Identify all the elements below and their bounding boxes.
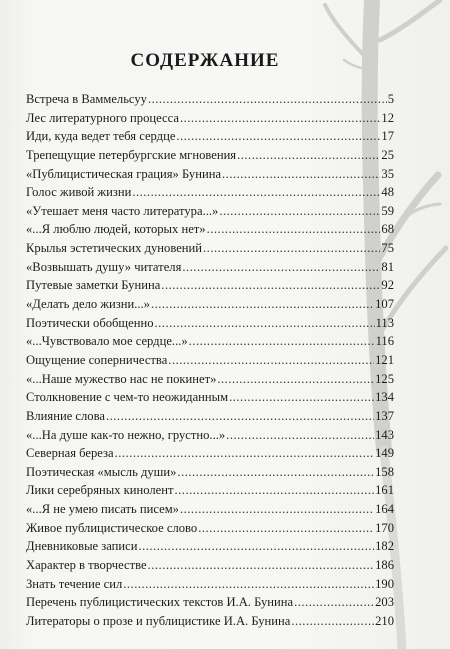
toc-entry-title: Литераторы о прозе и публицистике И.А. Бунина xyxy=(26,613,291,628)
toc-entry-page-number: 137 xyxy=(375,408,394,423)
dot-leader xyxy=(291,612,374,631)
toc-entry-page-number: 68 xyxy=(381,222,394,237)
toc-entry-title: Характер в творчестве xyxy=(26,558,147,573)
toc-entry-title: «Публицистическая грация» Бунина xyxy=(26,166,222,181)
toc-entry xyxy=(26,444,394,463)
toc-entry xyxy=(26,332,394,351)
toc-entry-page-number: 170 xyxy=(375,520,394,535)
toc-entry-page-number: 182 xyxy=(375,539,394,554)
toc-entry-page-number: 158 xyxy=(375,464,394,479)
toc-entry-page-number: 116 xyxy=(375,334,394,349)
toc-entry xyxy=(26,239,394,258)
toc-entry-title: «Возвышать душу» читателя xyxy=(26,259,182,274)
toc-entry xyxy=(26,276,394,295)
dot-leader xyxy=(219,202,380,221)
toc-entry-title: Путевые заметки Бунина xyxy=(26,278,161,293)
dot-leader xyxy=(106,407,374,426)
dot-leader xyxy=(189,332,375,351)
dot-leader xyxy=(148,90,387,109)
toc-entry xyxy=(26,407,394,426)
dot-leader xyxy=(237,146,380,165)
toc-entry-page-number: 113 xyxy=(375,315,394,330)
dot-leader xyxy=(177,463,374,482)
toc-entry-page-number: 164 xyxy=(375,502,394,517)
toc-entry-title: Голос живой жизни xyxy=(26,185,132,200)
toc-entry-page-number: 17 xyxy=(381,129,394,144)
dot-leader xyxy=(207,220,381,239)
toc-entry-page-number: 210 xyxy=(375,613,394,628)
toc-entry-title: «Утешает меня часто литература...» xyxy=(26,203,219,218)
dot-leader xyxy=(161,276,380,295)
toc-entry-title: «Делать дело жизни...» xyxy=(26,297,150,312)
toc-entry xyxy=(26,463,394,482)
table-of-contents xyxy=(26,90,394,631)
toc-entry-page-number: 59 xyxy=(381,203,394,218)
toc-entry xyxy=(26,537,394,556)
dot-leader xyxy=(226,426,374,445)
dot-leader xyxy=(115,444,375,463)
toc-entry xyxy=(26,295,394,314)
toc-entry-title: Живое публицистическое слово xyxy=(26,520,198,535)
toc-entry-title: Поэтически обобщенно xyxy=(26,315,154,330)
toc-entry-page-number: 92 xyxy=(381,278,394,293)
toc-entry-title: Перечень публицистических текстов И.А. Бунина xyxy=(26,595,294,610)
toc-entry xyxy=(26,370,394,389)
toc-entry xyxy=(26,146,394,165)
toc-entry xyxy=(26,90,394,109)
toc-entry-title: Лес литературного процесса xyxy=(26,110,179,125)
dot-leader xyxy=(176,127,380,146)
dot-leader xyxy=(148,556,375,575)
dot-leader xyxy=(123,575,374,594)
toc-entry xyxy=(26,351,394,370)
toc-entry xyxy=(26,183,394,202)
dot-leader xyxy=(155,314,375,333)
toc-entry-title: «...На душе как-то нежно, грустно...» xyxy=(26,427,226,442)
dot-leader xyxy=(294,593,374,612)
toc-entry xyxy=(26,109,394,128)
toc-entry xyxy=(26,575,394,594)
toc-entry xyxy=(26,202,394,221)
toc-entry-page-number: 48 xyxy=(381,185,394,200)
toc-entry xyxy=(26,314,394,333)
toc-entry-title: «...Я не умею писать писем» xyxy=(26,502,179,517)
toc-entry-title: Столкновение с чем-то неожиданным xyxy=(26,390,229,405)
dot-leader xyxy=(229,388,374,407)
toc-entry-page-number: 143 xyxy=(375,427,394,442)
toc-entry-page-number: 35 xyxy=(381,166,394,181)
toc-entry-page-number: 81 xyxy=(381,259,394,274)
page-title: СОДЕРЖАНИЕ xyxy=(130,50,280,71)
toc-entry-title: Иди, куда ведет тебя сердце xyxy=(26,129,176,144)
toc-entry-title: Северная береза xyxy=(26,446,114,461)
toc-entry-page-number: 107 xyxy=(375,297,394,312)
toc-entry-page-number: 121 xyxy=(375,352,394,367)
toc-entry xyxy=(26,481,394,500)
toc-entry-page-number: 75 xyxy=(381,241,394,256)
toc-entry-page-number: 186 xyxy=(375,558,394,573)
dot-leader xyxy=(151,295,374,314)
toc-entry-title: Крылья эстетических дуновений xyxy=(26,241,203,256)
dot-leader xyxy=(198,519,374,538)
toc-entry-page-number: 125 xyxy=(375,371,394,386)
toc-entry xyxy=(26,593,394,612)
toc-entry xyxy=(26,426,394,445)
dot-leader xyxy=(222,165,380,184)
dot-leader xyxy=(168,351,374,370)
toc-entry xyxy=(26,556,394,575)
dot-leader xyxy=(180,500,374,519)
toc-entry-title: Трепещущие петербургские мгновения xyxy=(26,147,237,162)
dot-leader xyxy=(182,258,380,277)
dot-leader xyxy=(132,183,380,202)
toc-entry-page-number: 12 xyxy=(381,110,394,125)
toc-entry-title: Лики серебряных кинолент xyxy=(26,483,174,498)
toc-entry xyxy=(26,220,394,239)
toc-entry-title: Ощущение соперничества xyxy=(26,352,168,367)
toc-entry-title: Знать течение сил xyxy=(26,576,123,591)
toc-entry xyxy=(26,127,394,146)
toc-entry-page-number: 149 xyxy=(375,446,394,461)
toc-entry xyxy=(26,500,394,519)
toc-entry-page-number: 25 xyxy=(381,147,394,162)
toc-entry xyxy=(26,165,394,184)
dot-leader xyxy=(175,481,375,500)
toc-entry-title: Влияние слова xyxy=(26,408,105,423)
toc-entry-page-number: 190 xyxy=(375,576,394,591)
toc-entry-title: Встреча в Ваммельсуу xyxy=(26,92,147,106)
dot-leader xyxy=(217,370,374,389)
toc-entry-title: «...Чувствовало мое сердце...» xyxy=(26,334,188,349)
toc-entry-title: «...Я люблю людей, которых нет» xyxy=(26,222,206,237)
toc-entry-title: «...Наше мужество нас не покинет» xyxy=(26,371,217,386)
dot-leader xyxy=(180,109,380,128)
toc-entry-page-number: 161 xyxy=(375,483,394,498)
toc-entry-page-number: 134 xyxy=(375,390,394,405)
toc-entry xyxy=(26,388,394,407)
toc-entry-page-number: 203 xyxy=(375,595,394,610)
toc-entry-title: Поэтическая «мысль души» xyxy=(26,464,177,479)
toc-entry-page-number: 5 xyxy=(387,92,394,106)
toc-entry xyxy=(26,519,394,538)
toc-entry xyxy=(26,612,394,631)
dot-leader xyxy=(138,537,374,556)
toc-entry xyxy=(26,258,394,277)
dot-leader xyxy=(203,239,380,258)
toc-entry-title: Дневниковые записи xyxy=(26,539,138,554)
